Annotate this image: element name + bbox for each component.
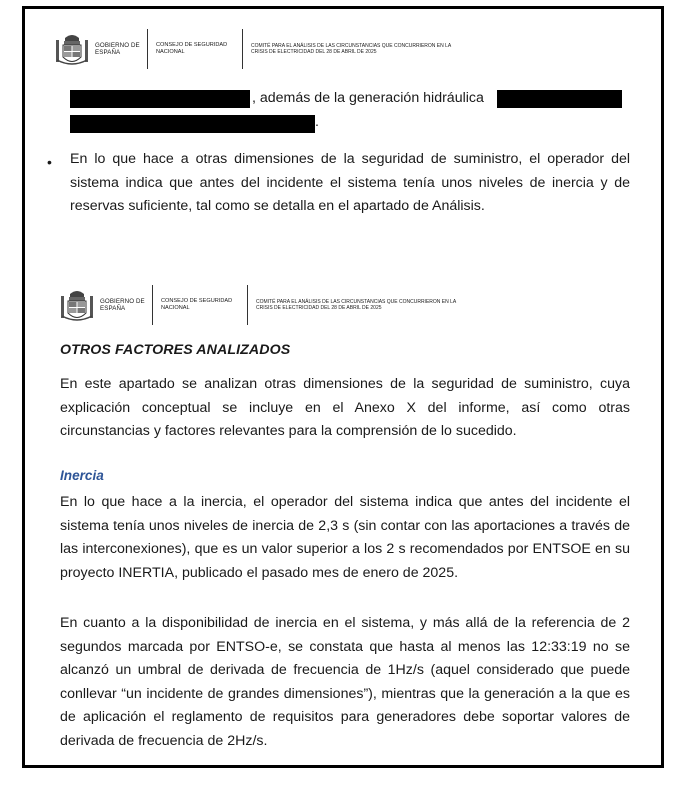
top-fragment-text: , además de la generación hidráulica	[252, 90, 484, 106]
header-2	[60, 284, 466, 326]
bullet-marker: •	[47, 154, 52, 170]
redaction-box	[70, 90, 250, 108]
header-divider	[152, 285, 153, 325]
intro-paragraph: En este apartado se analizan otras dimensiones de la seguridad de suministro, cuya explicación conceptual se incluye en el Anexo X del informe, así como otras circunstancias y factores relevantes para la comprensión de lo sucedido.	[60, 376, 630, 440]
comite-label: COMITÉ PARA EL ANÁLISIS DE LAS CIRCUNSTANCIAS QUE CONCURRIERON EN LA CRISIS DE ELECTRICIDAD DEL 28 DE ABRIL DE 2025	[251, 42, 451, 55]
comite-label: COMITÉ PARA EL ANÁLISIS DE LAS CIRCUNSTANCIAS QUE CONCURRIERON EN LA CRISIS DE ELECTRICIDAD DEL 28 DE ABRIL DE 2025	[256, 298, 456, 311]
header-divider	[147, 29, 148, 69]
header-divider	[247, 285, 248, 325]
redaction-box	[497, 90, 622, 108]
section-title: OTROS FACTORES ANALIZADOS	[60, 342, 291, 358]
spain-coat-of-arms-icon	[60, 286, 94, 324]
redaction-box	[70, 115, 315, 133]
header-divider	[242, 29, 243, 69]
spain-coat-of-arms-icon	[55, 30, 89, 68]
gobierno-label: GOBIERNO DE ESPAÑA	[100, 298, 145, 312]
consejo-label: CONSEJO DE SEGURIDAD NACIONAL	[161, 298, 233, 311]
consejo-label: CONSEJO DE SEGURIDAD NACIONAL	[156, 42, 228, 55]
bullet-text: En lo que hace a otras dimensiones de la seguridad de suministro, el operador del sistema indica que antes del incidente el sistema tenía unos niveles de inercia y de reservas suficiente, tal como se detalla en el apartado de Análisis.	[70, 151, 630, 215]
top-fragment-period: .	[315, 114, 319, 130]
paragraph-inercia-1: En lo que hace a la inercia, el operador del sistema indica que antes del incidente el sistema tenía unos niveles de inercia de 2,3 s (sin contar con las aportaciones a través de las interconexiones), que es un valor superior a los 2 s recomendados por ENTSOE en su proyecto INERTIA, publicado el pasado mes de enero de 2025.	[60, 494, 630, 581]
paragraph-inercia-2: En cuanto a la disponibilidad de inercia en el sistema, y más allá de la referencia de 2 segundos marcada por ENTSO-e, se constata que hasta al menos las 12:33:19 no se alcanzó un umbral de derivada de frecuencia de 1Hz/s (aquel considerado que puede conllevar “un incidente de grandes dimensiones”), mientras que la generación a la que es de aplicación el reglamento de requisitos para generadores debe soportar valores de derivada de frecuencia de 2Hz/s.	[60, 615, 630, 749]
subheading-inercia: Inercia	[60, 468, 104, 483]
gobierno-label: GOBIERNO DE ESPAÑA	[95, 42, 140, 56]
header-1	[55, 28, 461, 70]
